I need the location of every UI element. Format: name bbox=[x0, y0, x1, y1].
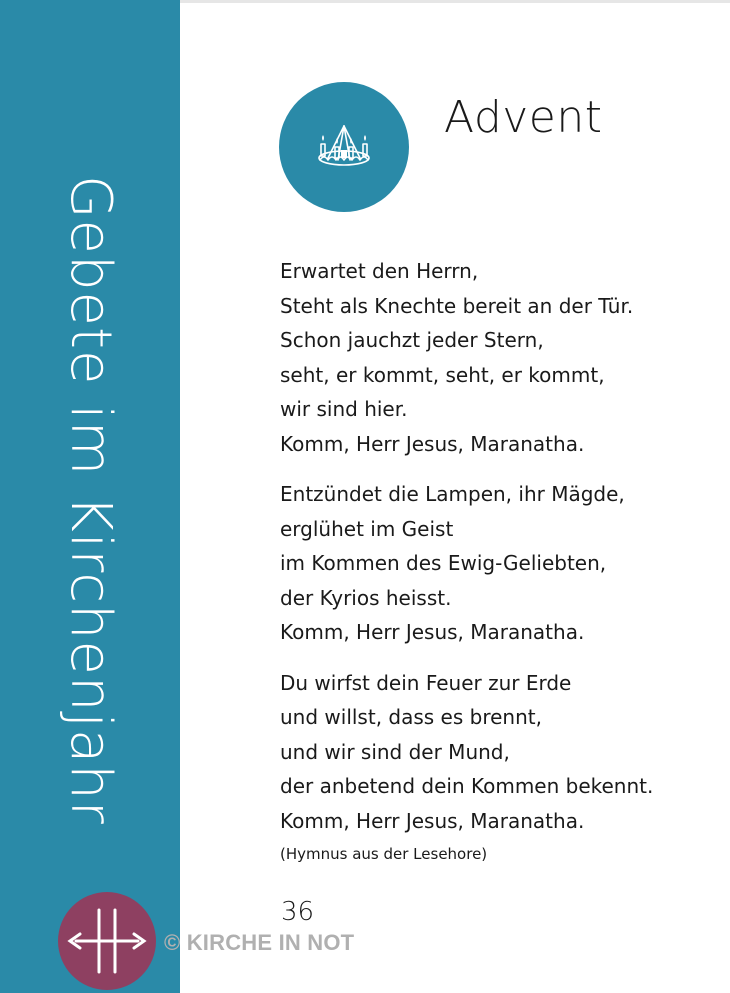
poem-line: Entzündet die Lampen, ihr Mägde, bbox=[280, 482, 625, 506]
poem-stanza bbox=[280, 477, 653, 650]
poem-line: Erwartet den Herrn, bbox=[280, 259, 479, 283]
poem-stanza bbox=[280, 254, 653, 461]
watermark-logo bbox=[58, 892, 156, 990]
poem-body bbox=[280, 254, 653, 869]
poem-refrain: Komm, Herr Jesus, Maranatha. bbox=[280, 431, 585, 456]
poem-line: Schon jauchzt jeder Stern, bbox=[280, 328, 544, 352]
poem-line: Steht als Knechte bereit an der Tür. bbox=[280, 293, 634, 318]
kirche-in-not-cross-logo-icon bbox=[58, 892, 156, 990]
poem-line: der anbetend dein Kommen bekennt. bbox=[280, 774, 654, 798]
advent-wreath-icon bbox=[316, 122, 372, 170]
section-title: Advent bbox=[444, 92, 603, 143]
sidebar-title: Gebete im Kirchenjahr bbox=[58, 175, 123, 825]
watermark-text: © KIRCHE IN NOT bbox=[164, 930, 355, 955]
poem-line: und wir sind der Mund, bbox=[280, 739, 510, 764]
poem-refrain: Komm, Herr Jesus, Maranatha. bbox=[280, 808, 585, 833]
poem-source: (Hymnus aus der Lesehore) bbox=[280, 845, 488, 863]
poem-line: wir sind hier. bbox=[280, 397, 408, 421]
poem-line: Du wirfst dein Feuer zur Erde bbox=[280, 670, 572, 695]
poem-line: im Kommen des Ewig-Geliebten, bbox=[280, 551, 607, 575]
poem-line: seht, er kommt, seht, er kommt, bbox=[280, 362, 605, 387]
advent-emblem bbox=[279, 82, 409, 212]
sidebar-band bbox=[0, 0, 180, 993]
page-number: 36 bbox=[281, 897, 315, 927]
poem-line: der Kyrios heisst. bbox=[280, 585, 452, 610]
poem-line: und willst, dass es brennt, bbox=[280, 705, 542, 729]
poem-stanza bbox=[280, 666, 653, 870]
poem-line: erglühet im Geist bbox=[280, 516, 454, 541]
poem-refrain: Komm, Herr Jesus, Maranatha. bbox=[280, 620, 585, 644]
